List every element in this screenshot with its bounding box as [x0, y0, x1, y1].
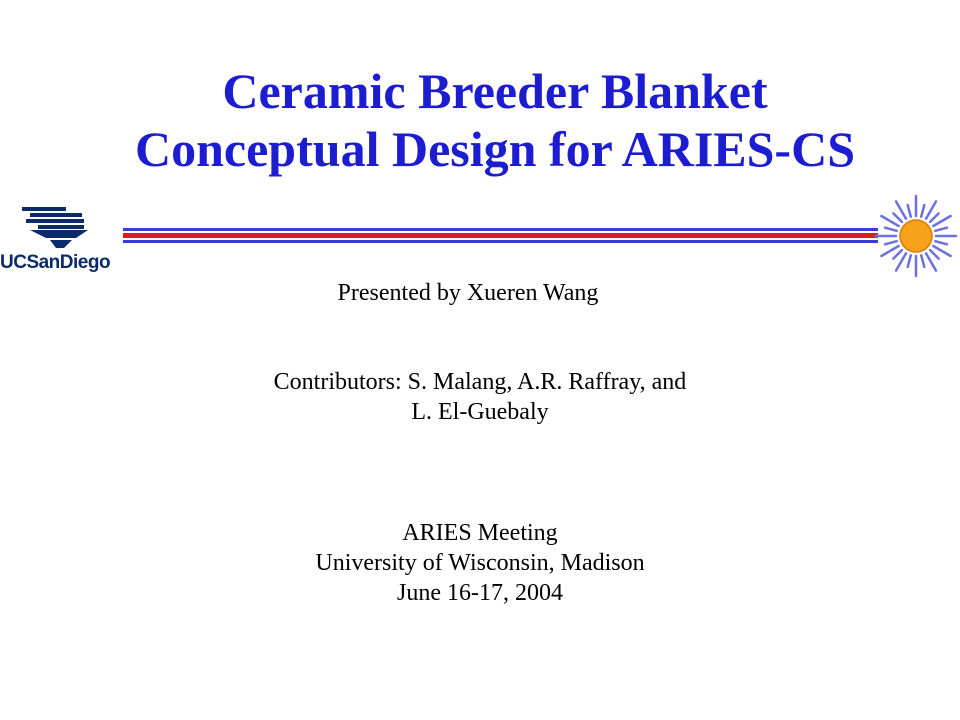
meeting-venue: University of Wisconsin, Madison: [315, 550, 645, 576]
sun-ray: [885, 241, 897, 244]
meeting-date: June 16-17, 2004: [397, 580, 563, 606]
sun-ray: [921, 255, 924, 267]
meeting-name: ARIES Meeting: [402, 520, 558, 546]
title-line-2: Conceptual Design for ARIES-CS: [135, 121, 855, 177]
slide-title: [0, 62, 960, 178]
sun-ray: [885, 228, 897, 231]
sun-ray: [908, 205, 911, 217]
logo-text: UCSanDiego: [0, 252, 111, 273]
rule-red: [123, 233, 878, 238]
sun-ray: [893, 250, 902, 259]
meeting-info: [0, 518, 960, 608]
sun-ray: [935, 241, 947, 244]
presenter-text: Presented by Xueren Wang: [337, 280, 599, 306]
rule-blue-bottom: [123, 240, 878, 243]
contributors-line-2: L. El-Guebaly: [411, 399, 549, 425]
contributors-text: [0, 367, 960, 427]
sun-icon: [868, 192, 960, 280]
sun-ray: [921, 205, 924, 217]
sun-ray: [908, 255, 911, 267]
rule-blue-top: [123, 228, 878, 231]
sun-ray: [893, 213, 902, 222]
contributors-line-1: Contributors: S. Malang, A.R. Raffray, and: [273, 369, 687, 395]
sun-ray: [935, 228, 947, 231]
title-line-1: Ceramic Breeder Blanket: [222, 63, 768, 119]
sun-ray: [930, 213, 939, 222]
sun-ray: [930, 250, 939, 259]
